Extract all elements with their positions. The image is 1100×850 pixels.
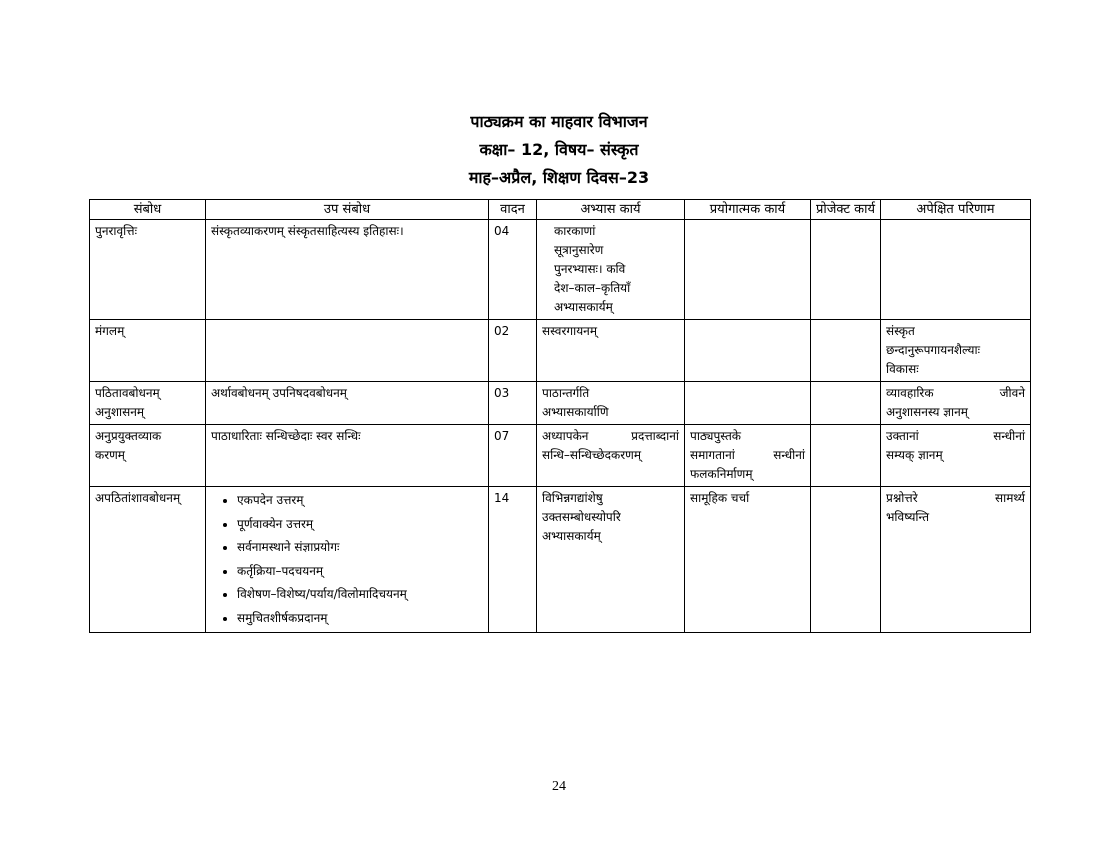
sambodh-line: अनुप्रयुक्तव्याक [95,429,162,443]
cell-sambodh [90,425,206,487]
cell-sambodh: पुनरावृत्तिः [90,220,206,320]
abhyas-line: सूत्रानुसारेण [554,243,604,257]
header-project: प्रोजेक्ट कार्य [811,200,881,220]
parinam-line: भविष्यन्ति [886,510,930,524]
sambodh-line: करणम् [95,448,125,462]
cell-project [811,320,881,382]
table-row [90,425,1031,487]
cell-abhyas: सस्वरगायनम् [537,320,685,382]
cell-parinam [881,425,1031,487]
heading-line-2: कक्षा– 12, विषय– संस्कृत [479,140,639,159]
list-item: • कर्तृक्रिया–पदचयनम् [237,560,483,584]
parinam-line: सम्यक् ज्ञानम् [886,448,943,462]
abhyas-line: अभ्यासकार्यम् [554,300,613,314]
cell-sambodh: मंगलम् [90,320,206,382]
up-sambodh-list [211,489,483,630]
cell-sambodh: अपठितांशावबोधनम् [90,487,206,633]
parinam-line: छन्दानुरूपगायनशैल्याः [886,343,981,357]
cell-abhyas [537,220,685,320]
cell-up-sambodh [206,487,489,633]
parinam-line: संस्कृत [886,324,915,338]
cell-abhyas [537,487,685,633]
cell-prayogatmak [685,320,811,382]
header-prayogatmak: प्रयोगात्मक कार्य [685,200,811,220]
cell-vadan: 02 [489,320,537,382]
header-sambodh: संबोध [90,200,206,220]
cell-up-sambodh [206,320,489,382]
table-row [90,487,1031,633]
prayogatmak-line: फलकनिर्माणम् [690,467,753,481]
abhyas-line: देश–काल–कृतियाँ [554,281,631,295]
abhyas-line: पुनरभ्यासः। कवि [554,262,626,276]
cell-vadan: 14 [489,487,537,633]
abhyas-line: सन्धि–सन्धिच्छेदकरणम् [542,448,642,462]
prayogatmak-line: समागतानां सन्धीनां [690,448,805,462]
heading-line-3: माह–अप्रैल, शिक्षण दिवस–23 [468,168,650,187]
cell-vadan: 04 [489,220,537,320]
list-item: • सर्वनामस्थाने संज्ञाप्रयोगः [237,536,483,560]
sambodh-line: अनुशासनम् [95,405,145,419]
parinam-line: प्रश्नोत्तरे सामर्थ्य [886,491,1025,505]
cell-up-sambodh: अर्थावबोधनम् उपनिषदवबोधनम् [206,382,489,425]
cell-abhyas [537,382,685,425]
cell-abhyas [537,425,685,487]
list-item: • पूर्णवाक्येन उत्तरम् [237,513,483,537]
abhyas-line: विभिन्नगद्यांशेषु [542,491,603,505]
list-item: • समुचितशीर्षकप्रदानम् [237,607,483,631]
cell-prayogatmak [685,220,811,320]
header-vadan: वादन [489,200,537,220]
abhyas-line: पाठान्तर्गति [542,386,590,400]
heading-line-1: पाठ्यक्रम का माहवार विभाजन [470,112,648,131]
cell-up-sambodh: संस्कृतव्याकरणम् संस्कृतसाहित्यस्य इतिहासः। [206,220,489,320]
page-heading [0,108,1100,192]
table-row [90,320,1031,382]
cell-prayogatmak [685,382,811,425]
header-abhyas: अभ्यास कार्य [537,200,685,220]
table-row [90,220,1031,320]
header-parinam: अपेक्षित परिणाम [881,200,1031,220]
abhyas-line: कारकाणां [554,224,596,238]
cell-project [811,382,881,425]
cell-prayogatmak: सामूहिक चर्चा [685,487,811,633]
parinam-line: व्यावहारिक जीवने [886,386,1025,400]
sambodh-line: पठितावबोधनम् [95,386,160,400]
cell-prayogatmak [685,425,811,487]
cell-vadan: 07 [489,425,537,487]
table-row [90,382,1031,425]
cell-sambodh [90,382,206,425]
abhyas-line: अध्यापकेन प्रदत्ताब्दानां [542,429,679,443]
parinam-line: उक्तानां सन्धीनां [886,429,1025,443]
page-number: 24 [552,779,566,794]
cell-parinam [881,220,1031,320]
abhyas-line: अभ्यासकार्यम् [542,529,601,543]
cell-project [811,425,881,487]
cell-up-sambodh: पाठाधारिताः सन्धिच्छेदाः स्वर सन्धिः [206,425,489,487]
cell-parinam [881,320,1031,382]
parinam-line: विकासः [886,362,919,376]
prayogatmak-line: पाठ्यपुस्तके [690,429,742,443]
cell-parinam [881,382,1031,425]
list-item: • एकपदेन उत्तरम् [237,489,483,513]
cell-vadan: 03 [489,382,537,425]
abhyas-line: उक्तसम्बोधस्योपरि [542,510,621,524]
cell-project [811,487,881,633]
parinam-line: अनुशासनस्य ज्ञानम् [886,405,968,419]
abhyas-line: अभ्यासकार्याणि [542,405,609,419]
cell-project [811,220,881,320]
header-up-sambodh: उप संबोध [206,200,489,220]
table-header-row [90,200,1031,220]
syllabus-table [89,199,1031,633]
cell-parinam [881,487,1031,633]
list-item: • विशेषण–विशेष्य/पर्याय/विलोमादिचयनम् [237,583,483,607]
